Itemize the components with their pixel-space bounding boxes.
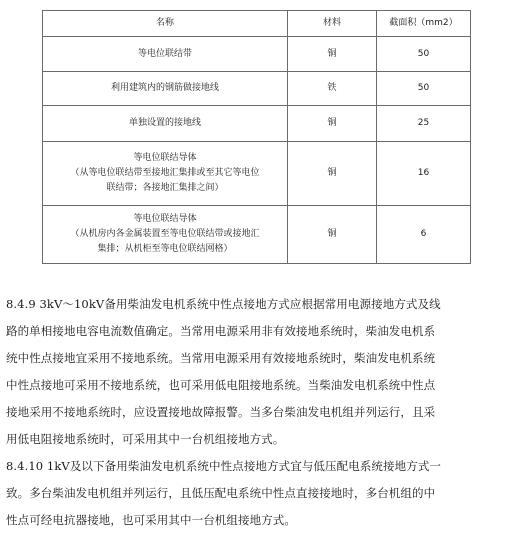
text-line: 8.4.10 1kV及以下备用柴油发电机系统中性点接地方式宜与低压配电系统接地方式一 [6,459,442,473]
cell-name-line: 等电位联结导体 [133,153,197,163]
cell-area: 25 [377,106,471,142]
cell-name [43,142,288,206]
table-row [43,106,471,142]
cell-name: 单独设置的接地线 [43,106,288,142]
cell-area: 6 [377,206,471,264]
text-line: 统中性点接地宜采用不接地系统。当常用电源采用有效接地系统时，柴油发电机系统 [6,351,436,365]
text-line: 性点可经电抗器接地，也可采用其中一台机组接地方式。 [6,513,296,527]
header-material: 材料 [288,11,377,37]
table-header-row [43,11,471,37]
text-line: 路的单相接地电容电流数值确定。当常用电源采用非有效接地系统时，柴油发电机系 [6,324,436,338]
cell-name [43,206,288,264]
cell-material: 铜 [288,106,377,142]
cell-material: 铜 [288,37,377,72]
header-name: 名称 [43,11,288,37]
table-row [43,206,471,264]
text-line: 8.4.9 3kV～10kV备用柴油发电机系统中性点接地方式应根据常用电源接地方式及线 [6,297,441,311]
text-line: 用低电阻接地系统时，可采用其中一台机组接地方式。 [6,432,285,446]
cell-area: 50 [377,37,471,72]
cell-name-line: 等电位联结导体 [133,214,197,224]
table-row [43,72,471,106]
cell-name-line: （从等电位联结带至接地汇集排或至其它等电位 [70,168,260,178]
cell-name-line: 集排；从机柜至等电位联结网格） [97,244,233,254]
cell-area: 16 [377,142,471,206]
text-line: 致。多台柴油发电机组并列运行，且低压配电系统中性点直接接地时，多台机组的中 [6,486,436,500]
table-row [43,37,471,72]
cell-material: 铜 [288,142,377,206]
clause-8-4-9 [6,291,502,453]
cell-name: 利用建筑内的钢筋做接地线 [43,72,288,106]
text-line: 中性点接地可采用不接地系统，也可采用低电阻接地系统。当柴油发电机系统中性点 [6,378,436,392]
conductor-spec-table [42,10,471,264]
text-line: 接地采用不接地系统时，应设置接地故障报警。当多台柴油发电机组并列运行，且采 [6,405,436,419]
cell-area: 50 [377,72,471,106]
header-area: 截面积（mm2） [377,11,471,37]
cell-material: 铜 [288,206,377,264]
cell-material: 铁 [288,72,377,106]
cell-name: 等电位联结带 [43,37,288,72]
table-row [43,142,471,206]
clause-8-4-10 [6,453,502,534]
cell-name-line: 联结带；各接地汇集排之间） [106,183,224,193]
cell-name-line: （从机房内各金属装置至等电位联结带或接地汇 [70,229,260,239]
